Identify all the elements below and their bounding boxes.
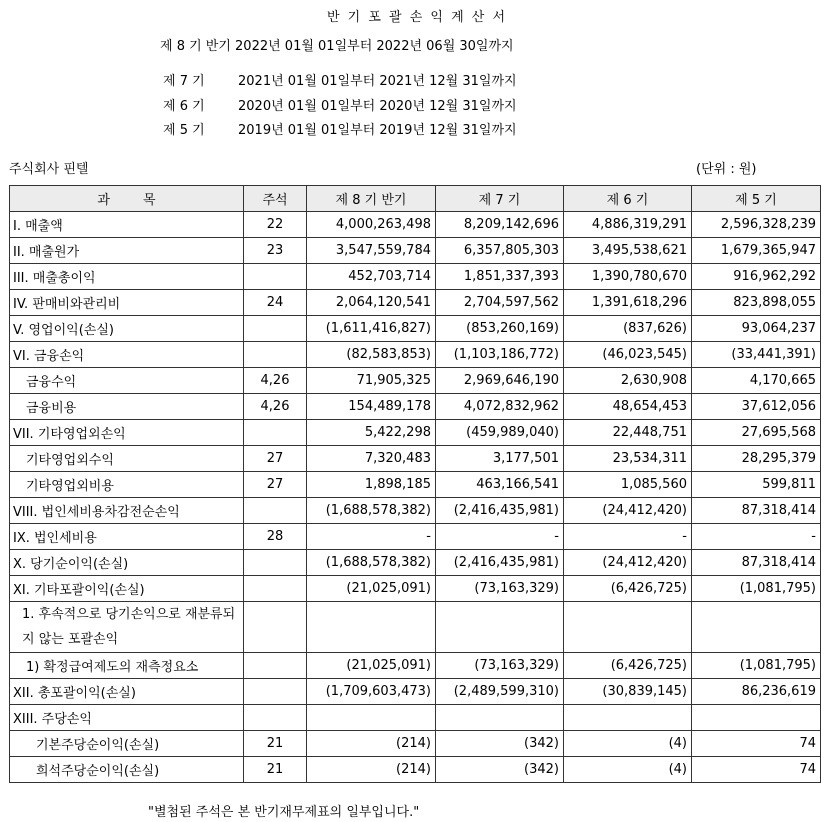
amount-cell: 37,612,056 bbox=[692, 394, 821, 420]
table-header-row bbox=[10, 186, 821, 212]
amount-cell: 823,898,055 bbox=[692, 290, 821, 316]
amount-cell: (342) bbox=[436, 757, 564, 783]
amount-cell: (837,626) bbox=[564, 316, 692, 342]
amount-cell bbox=[307, 705, 436, 731]
prior-period-row bbox=[163, 70, 517, 89]
column-header: 제 6 기 bbox=[564, 186, 692, 212]
amount-cell: 23,534,311 bbox=[564, 446, 692, 472]
note-ref: 4,26 bbox=[244, 394, 307, 420]
unit-label: (단위 : 원) bbox=[696, 162, 757, 177]
amount-cell: 71,905,325 bbox=[307, 368, 436, 394]
amount-cell: 599,811 bbox=[692, 472, 821, 498]
amount-cell: - bbox=[692, 524, 821, 550]
column-header: 주석 bbox=[244, 186, 307, 212]
amount-cell: (1,709,603,473) bbox=[307, 679, 436, 705]
account-label: II. 매출원가 bbox=[10, 238, 244, 264]
amount-cell: 93,064,237 bbox=[692, 316, 821, 342]
prior-period-range: 2020년 01월 01일부터 2020년 12월 31일까지 bbox=[238, 99, 517, 114]
table-row bbox=[10, 524, 821, 550]
amount-cell: (853,260,169) bbox=[436, 316, 564, 342]
amount-cell: (2,416,435,981) bbox=[436, 498, 564, 524]
amount-cell bbox=[692, 602, 821, 653]
amount-cell: 5,422,298 bbox=[307, 420, 436, 446]
note-ref bbox=[244, 342, 307, 368]
note-ref: 23 bbox=[244, 238, 307, 264]
amount-cell bbox=[564, 602, 692, 653]
amount-cell: (1,081,795) bbox=[692, 653, 821, 679]
amount-cell: 2,064,120,541 bbox=[307, 290, 436, 316]
amount-cell: (33,441,391) bbox=[692, 342, 821, 368]
amount-cell: (2,416,435,981) bbox=[436, 550, 564, 576]
note-ref bbox=[244, 679, 307, 705]
prior-period-label: 제 7 기 bbox=[163, 74, 205, 89]
amount-cell: 4,000,263,498 bbox=[307, 212, 436, 238]
account-label: III. 매출총이익 bbox=[10, 264, 244, 290]
note-ref: 24 bbox=[244, 290, 307, 316]
amount-cell: (6,426,725) bbox=[564, 653, 692, 679]
prior-period-row bbox=[163, 119, 517, 138]
note-ref bbox=[244, 316, 307, 342]
amount-cell: 74 bbox=[692, 757, 821, 783]
table-row bbox=[10, 290, 821, 316]
account-label: 기타영업외비용 bbox=[10, 472, 244, 498]
amount-cell: (4) bbox=[564, 731, 692, 757]
amount-cell: - bbox=[564, 524, 692, 550]
note-ref bbox=[244, 705, 307, 731]
note-ref: 4,26 bbox=[244, 368, 307, 394]
account-label: VII. 기타영업외손익 bbox=[10, 420, 244, 446]
amount-cell bbox=[564, 705, 692, 731]
amount-cell: 8,209,142,696 bbox=[436, 212, 564, 238]
prior-period-range: 2021년 01월 01일부터 2021년 12월 31일까지 bbox=[238, 74, 517, 89]
amount-cell: 4,886,319,291 bbox=[564, 212, 692, 238]
table-row bbox=[10, 550, 821, 576]
amount-cell: 3,495,538,621 bbox=[564, 238, 692, 264]
amount-cell: 2,969,646,190 bbox=[436, 368, 564, 394]
amount-cell: (6,426,725) bbox=[564, 576, 692, 602]
table-row bbox=[10, 602, 821, 653]
table-row bbox=[10, 757, 821, 783]
amount-cell: 1,898,185 bbox=[307, 472, 436, 498]
amount-cell: (30,839,145) bbox=[564, 679, 692, 705]
amount-cell: 86,236,619 bbox=[692, 679, 821, 705]
current-period: 제 8 기 반기 2022년 01월 01일부터 2022년 06월 30일까지 bbox=[160, 39, 514, 54]
statement-title: 반 기 포 괄 손 익 계 산 서 bbox=[326, 10, 508, 25]
amount-cell: 87,318,414 bbox=[692, 498, 821, 524]
amount-cell: 2,596,328,239 bbox=[692, 212, 821, 238]
amount-cell: 2,630,908 bbox=[564, 368, 692, 394]
note-ref bbox=[244, 576, 307, 602]
amount-cell bbox=[436, 602, 564, 653]
table-row bbox=[10, 342, 821, 368]
company-name: 주식회사 핀텔 bbox=[9, 162, 89, 177]
amount-cell: (459,989,040) bbox=[436, 420, 564, 446]
table-row bbox=[10, 420, 821, 446]
amount-cell: 4,170,665 bbox=[692, 368, 821, 394]
amount-cell: 1,390,780,670 bbox=[564, 264, 692, 290]
table-row bbox=[10, 498, 821, 524]
table-row bbox=[10, 212, 821, 238]
footer-note: "별첨된 주석은 본 반기재무제표의 일부입니다." bbox=[148, 805, 420, 820]
amount-cell: 74 bbox=[692, 731, 821, 757]
table-row bbox=[10, 472, 821, 498]
amount-cell: 916,962,292 bbox=[692, 264, 821, 290]
account-label: IX. 법인세비용 bbox=[10, 524, 244, 550]
amount-cell: 48,654,453 bbox=[564, 394, 692, 420]
amount-cell: (1,611,416,827) bbox=[307, 316, 436, 342]
amount-cell: 27,695,568 bbox=[692, 420, 821, 446]
amount-cell: 3,177,501 bbox=[436, 446, 564, 472]
prior-period-label: 제 5 기 bbox=[163, 123, 205, 138]
amount-cell: 1,391,618,296 bbox=[564, 290, 692, 316]
prior-period-label: 제 6 기 bbox=[163, 99, 205, 114]
account-label: VI. 금융손익 bbox=[10, 342, 244, 368]
prior-period-row bbox=[163, 95, 517, 114]
amount-cell: - bbox=[436, 524, 564, 550]
amount-cell: 3,547,559,784 bbox=[307, 238, 436, 264]
table-row bbox=[10, 705, 821, 731]
amount-cell: 1,085,560 bbox=[564, 472, 692, 498]
amount-cell bbox=[307, 602, 436, 653]
amount-cell: 6,357,805,303 bbox=[436, 238, 564, 264]
amount-cell: (1,103,186,772) bbox=[436, 342, 564, 368]
account-label: 기본주당순이익(손실) bbox=[10, 731, 244, 757]
amount-cell: (1,688,578,382) bbox=[307, 550, 436, 576]
amount-cell: 22,448,751 bbox=[564, 420, 692, 446]
account-label: 금융비용 bbox=[10, 394, 244, 420]
column-header: 제 8 기 반기 bbox=[307, 186, 436, 212]
amount-cell: 452,703,714 bbox=[307, 264, 436, 290]
amount-cell: 1,851,337,393 bbox=[436, 264, 564, 290]
note-ref bbox=[244, 550, 307, 576]
table-row bbox=[10, 238, 821, 264]
amount-cell: (73,163,329) bbox=[436, 653, 564, 679]
note-ref: 28 bbox=[244, 524, 307, 550]
account-label: XI. 기타포괄이익(손실) bbox=[10, 576, 244, 602]
note-ref bbox=[244, 264, 307, 290]
amount-cell: 87,318,414 bbox=[692, 550, 821, 576]
table-row bbox=[10, 653, 821, 679]
account-label: 금융수익 bbox=[10, 368, 244, 394]
note-ref bbox=[244, 653, 307, 679]
account-label: 1. 후속적으로 당기손익으로 재분류되지 않는 포괄손익 bbox=[10, 602, 244, 653]
amount-cell: (214) bbox=[307, 731, 436, 757]
table-row bbox=[10, 394, 821, 420]
note-ref: 22 bbox=[244, 212, 307, 238]
table-row bbox=[10, 576, 821, 602]
amount-cell: 2,704,597,562 bbox=[436, 290, 564, 316]
amount-cell: 4,072,832,962 bbox=[436, 394, 564, 420]
account-label: I. 매출액 bbox=[10, 212, 244, 238]
prior-period-range: 2019년 01월 01일부터 2019년 12월 31일까지 bbox=[238, 123, 517, 138]
table-row bbox=[10, 446, 821, 472]
amount-cell: (214) bbox=[307, 757, 436, 783]
table-row bbox=[10, 316, 821, 342]
note-ref: 27 bbox=[244, 446, 307, 472]
income-statement-table bbox=[9, 185, 821, 783]
note-ref: 27 bbox=[244, 472, 307, 498]
table-row bbox=[10, 264, 821, 290]
amount-cell bbox=[692, 705, 821, 731]
column-header: 제 7 기 bbox=[436, 186, 564, 212]
account-label: 희석주당순이익(손실) bbox=[10, 757, 244, 783]
note-ref bbox=[244, 498, 307, 524]
account-label: XIII. 주당손익 bbox=[10, 705, 244, 731]
note-ref bbox=[244, 602, 307, 653]
amount-cell: (21,025,091) bbox=[307, 576, 436, 602]
amount-cell: (342) bbox=[436, 731, 564, 757]
account-label: X. 당기순이익(손실) bbox=[10, 550, 244, 576]
table-row bbox=[10, 679, 821, 705]
note-ref bbox=[244, 420, 307, 446]
table-row bbox=[10, 368, 821, 394]
amount-cell: - bbox=[307, 524, 436, 550]
amount-cell: (24,412,420) bbox=[564, 550, 692, 576]
amount-cell: 28,295,379 bbox=[692, 446, 821, 472]
note-ref: 21 bbox=[244, 731, 307, 757]
amount-cell: 7,320,483 bbox=[307, 446, 436, 472]
account-label: VIII. 법인세비용차감전순손익 bbox=[10, 498, 244, 524]
amount-cell: 154,489,178 bbox=[307, 394, 436, 420]
account-label: IV. 판매비와관리비 bbox=[10, 290, 244, 316]
column-header: 제 5 기 bbox=[692, 186, 821, 212]
amount-cell: 463,166,541 bbox=[436, 472, 564, 498]
account-label: XII. 총포괄이익(손실) bbox=[10, 679, 244, 705]
note-ref: 21 bbox=[244, 757, 307, 783]
amount-cell: (46,023,545) bbox=[564, 342, 692, 368]
amount-cell: (73,163,329) bbox=[436, 576, 564, 602]
account-label: 기타영업외수익 bbox=[10, 446, 244, 472]
amount-cell bbox=[436, 705, 564, 731]
amount-cell: (82,583,853) bbox=[307, 342, 436, 368]
table-row bbox=[10, 731, 821, 757]
column-header: 과 목 bbox=[10, 186, 244, 212]
amount-cell: (21,025,091) bbox=[307, 653, 436, 679]
amount-cell: (4) bbox=[564, 757, 692, 783]
amount-cell: (1,081,795) bbox=[692, 576, 821, 602]
account-label: 1) 확정급여제도의 재측정요소 bbox=[10, 653, 244, 679]
account-label: V. 영업이익(손실) bbox=[10, 316, 244, 342]
amount-cell: (2,489,599,310) bbox=[436, 679, 564, 705]
amount-cell: 1,679,365,947 bbox=[692, 238, 821, 264]
amount-cell: (24,412,420) bbox=[564, 498, 692, 524]
amount-cell: (1,688,578,382) bbox=[307, 498, 436, 524]
